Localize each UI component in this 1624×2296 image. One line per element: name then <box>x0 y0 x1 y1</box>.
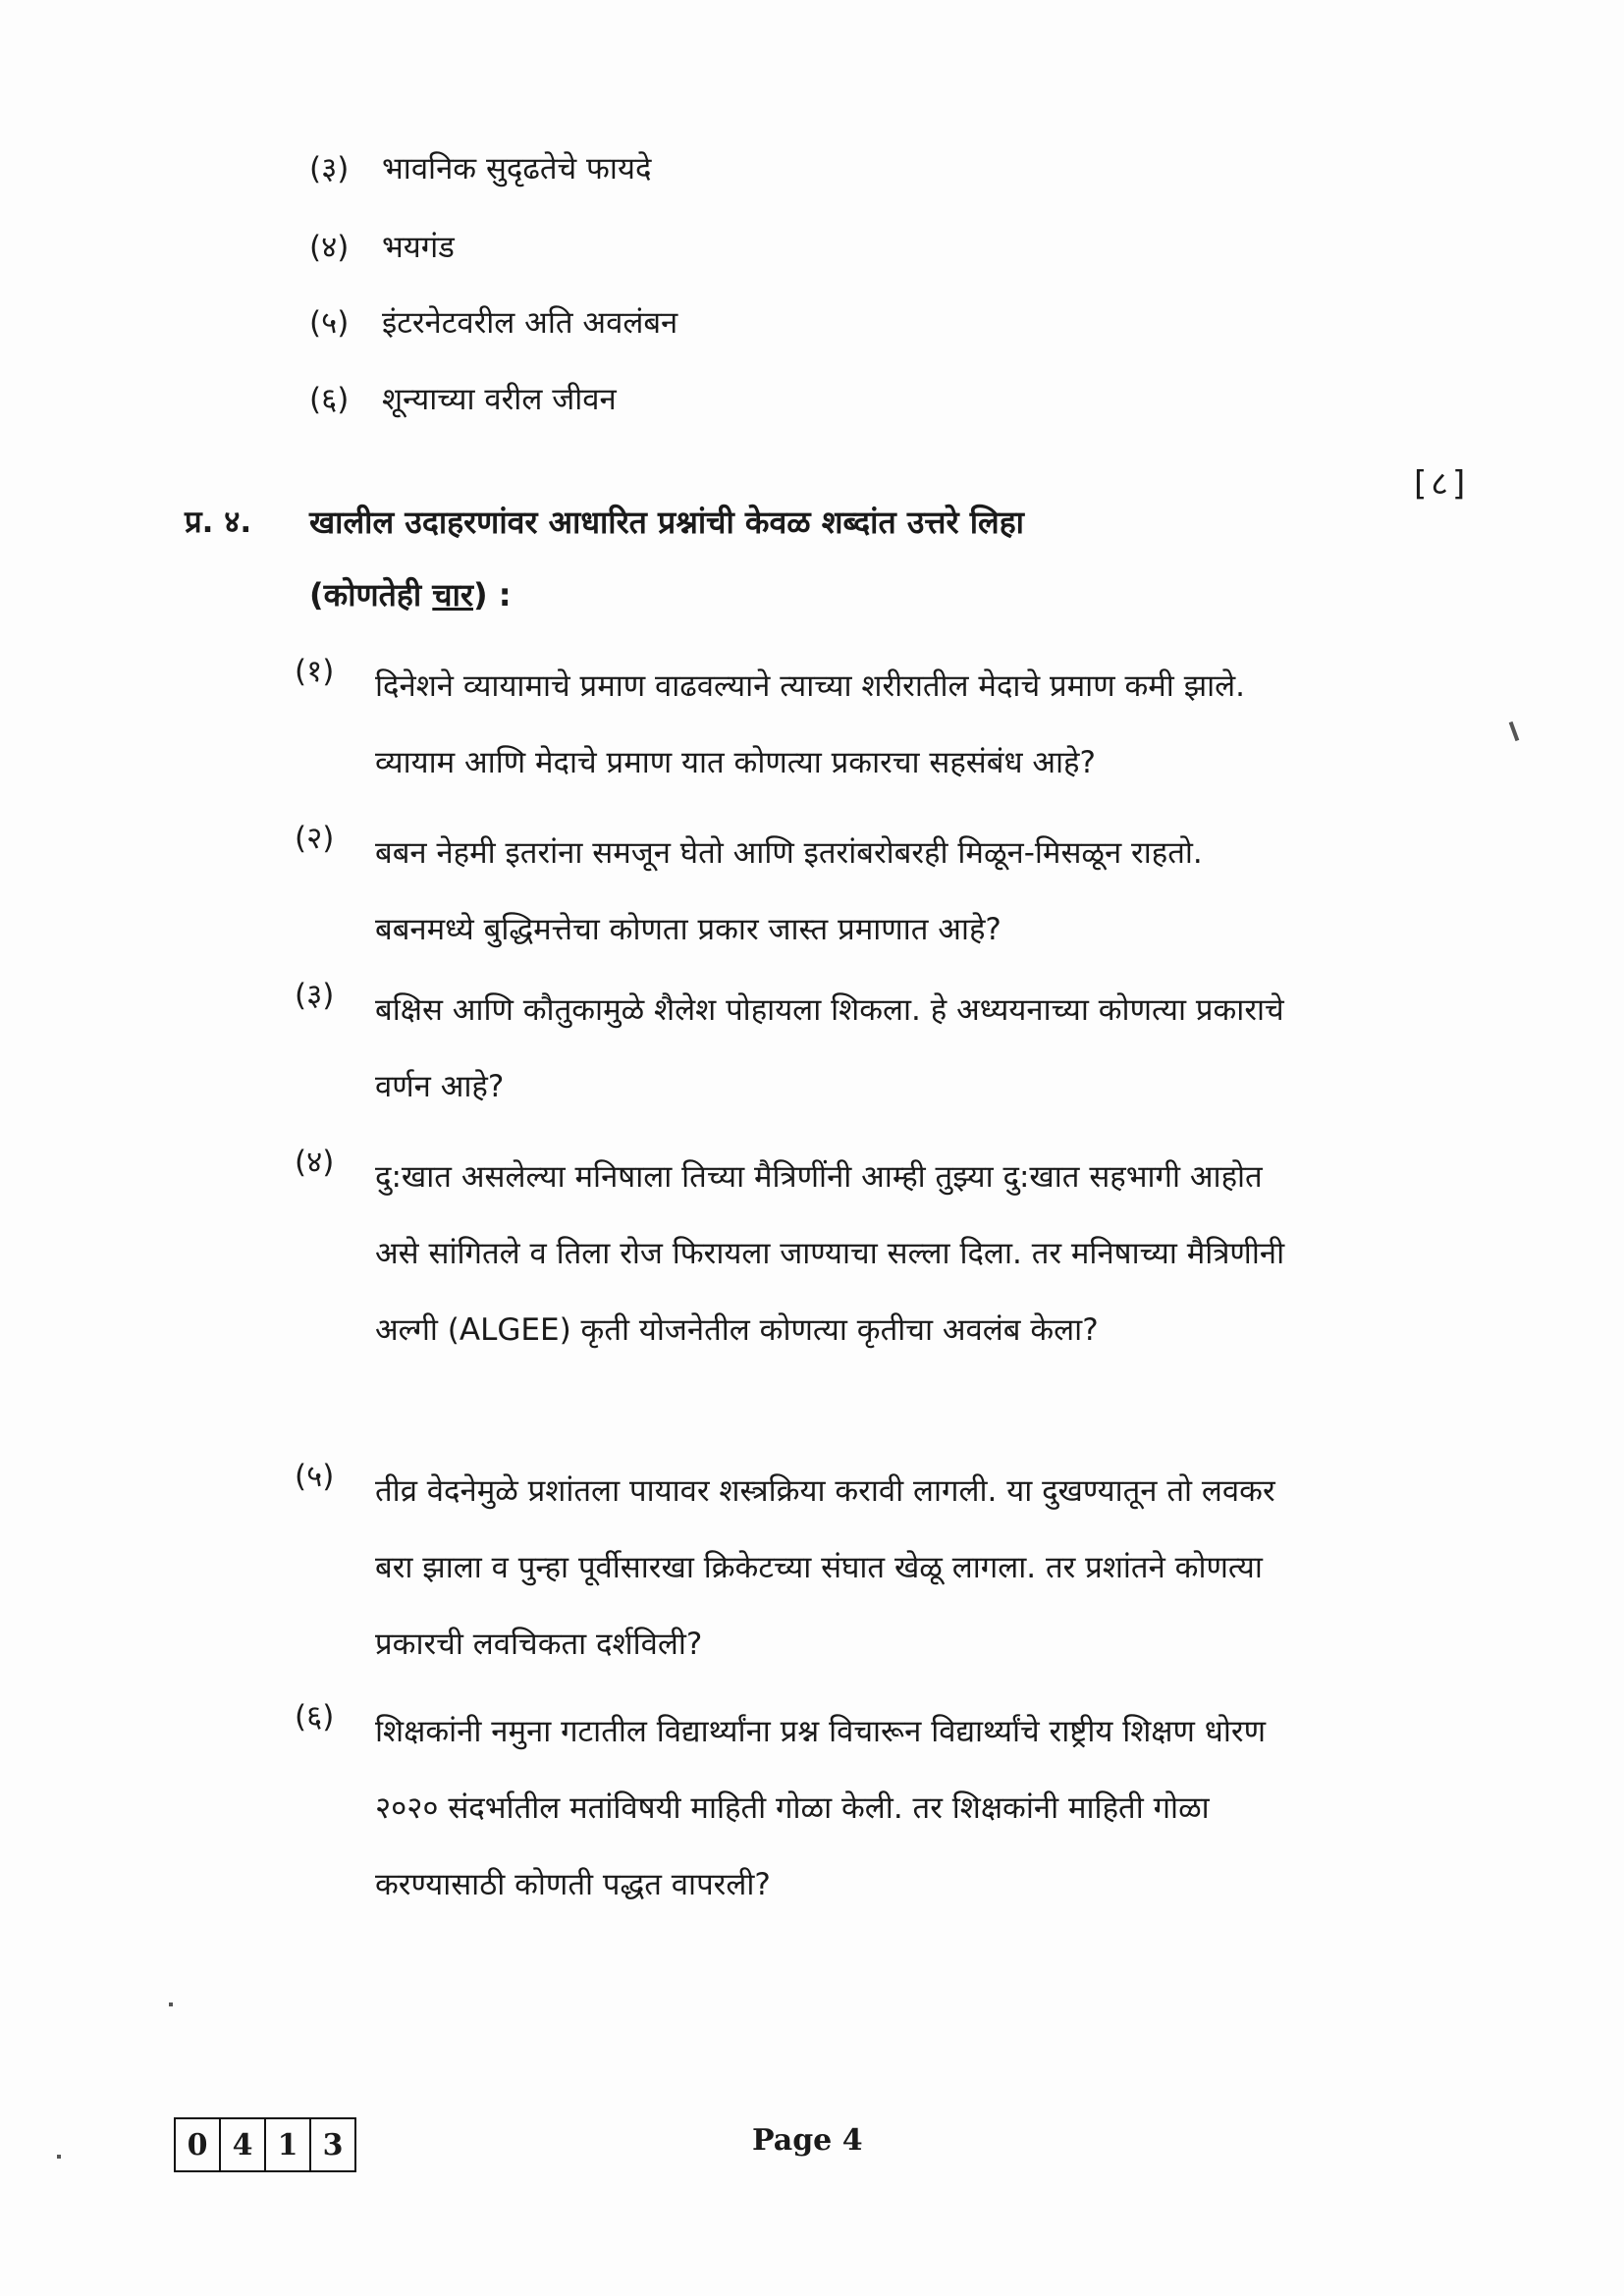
scan-mark <box>1509 721 1520 741</box>
sub-question <box>295 815 1306 968</box>
list-item <box>309 226 455 267</box>
list-item-number: (३) <box>309 151 350 187</box>
paper-code-digit: 0 <box>176 2119 221 2170</box>
paper-code-digit: 4 <box>221 2119 266 2170</box>
page-number: Page 4 <box>752 2123 863 2158</box>
sub-question <box>295 648 1306 801</box>
choice-open: (कोणतेही <box>309 576 433 614</box>
sub-question-text: तीव्र वेदनेमुळे प्रशांतला पायावर शस्त्रक्रिया करावी लागली. या दुखण्यातून तो लवकर बरा झाला व पुन्हा पूर्वीसारखा क्रिकेटच्या संघात खेळू लागला. तर प्रशांतने कोणत्या प्रकारची लवचिकता दर्शविली? <box>375 1473 1275 1662</box>
scan-mark <box>57 2155 61 2159</box>
sub-question-number: (६) <box>295 1699 335 1735</box>
question-instruction: खालील उदाहरणांवर आधारित प्रश्नांची केवळ शब्दांत उत्तरे लिहा <box>309 504 1024 541</box>
sub-question-number: (३) <box>295 978 335 1013</box>
sub-question-number: (१) <box>295 654 335 689</box>
question-number: प्र. ४. <box>185 505 252 540</box>
scan-mark <box>169 2002 173 2006</box>
list-item-number: (५) <box>309 305 350 341</box>
paper-code-digit: 1 <box>266 2119 311 2170</box>
sub-question-number: (४) <box>295 1145 335 1180</box>
sub-question-text: दिनेशने व्यायामाचे प्रमाण वाढवल्याने त्याच्या शरीरातील मेदाचे प्रमाण कमी झाले. व्यायाम आणि मेदाचे प्रमाण यात कोणत्या प्रकारचा सहसंबंध आहे? <box>375 668 1246 780</box>
list-item-text: भावनिक सुदृढतेचे फायदे <box>382 151 652 187</box>
list-item-number: (४) <box>309 230 350 265</box>
list-item-text: भयगंड <box>382 230 455 265</box>
paper-code-digit: 3 <box>322 2127 344 2163</box>
sub-question-text: शिक्षकांनी नमुना गटातील विद्यार्थ्यांना प्रश्न विचारून विद्यार्थ्यांचे राष्ट्रीय शिक्षण धोरण २०२० संदर्भातील मतांविषयी माहिती गोळा केली. तर शिक्षकांनी माहिती गोळा करण्यासाठी कोणती पद्धत वापरली? <box>375 1714 1266 1902</box>
sub-question <box>295 1693 1306 1923</box>
sub-question-number: (५) <box>295 1459 335 1494</box>
list-item <box>309 147 651 188</box>
choice-word: चार <box>432 576 473 614</box>
sub-question-text: दु:खात असलेल्या मनिषाला तिच्या मैत्रिणींनी आम्ही तुझ्या दु:खात सहभागी आहोत असे सांगितले व तिला रोज फिरायला जाण्याचा सल्ला दिला. तर मनिषाच्या मैत्रिणीनी अल्गी (ALGEE) कृती योजनेतील कोणत्या कृतीचा अवलंब केला? <box>375 1159 1285 1348</box>
sub-question-text: बक्षिस आणि कौतुकामुळे शैलेश पोहायला शिकला. हे अध्ययनाच्या कोणत्या प्रकाराचे वर्णन आहे? <box>375 992 1284 1104</box>
sub-question <box>295 1139 1306 1368</box>
choice-close: ) : <box>473 576 512 614</box>
sub-question-text: बबन नेहमी इतरांना समजून घेतो आणि इतरांबरोबरही मिळून-मिसळून राहतो. बबनमध्ये बुद्धिमत्तेचा कोणता प्रकार जास्त प्रमाणात आहे? <box>375 835 1203 947</box>
list-item-text: इंटरनेटवरील अति अवलंबन <box>382 305 678 341</box>
question-choice-note <box>309 559 1291 631</box>
paper-code-box <box>174 2117 356 2172</box>
sub-question <box>295 972 1306 1125</box>
question-marks: [८] <box>1414 464 1470 504</box>
sub-question <box>295 1453 1306 1682</box>
list-item-number: (६) <box>309 382 350 417</box>
question-heading <box>309 486 1291 631</box>
list-item <box>309 301 677 343</box>
list-item <box>309 378 617 419</box>
list-item-text: शून्याच्या वरील जीवन <box>382 382 617 417</box>
sub-question-number: (२) <box>295 821 335 856</box>
